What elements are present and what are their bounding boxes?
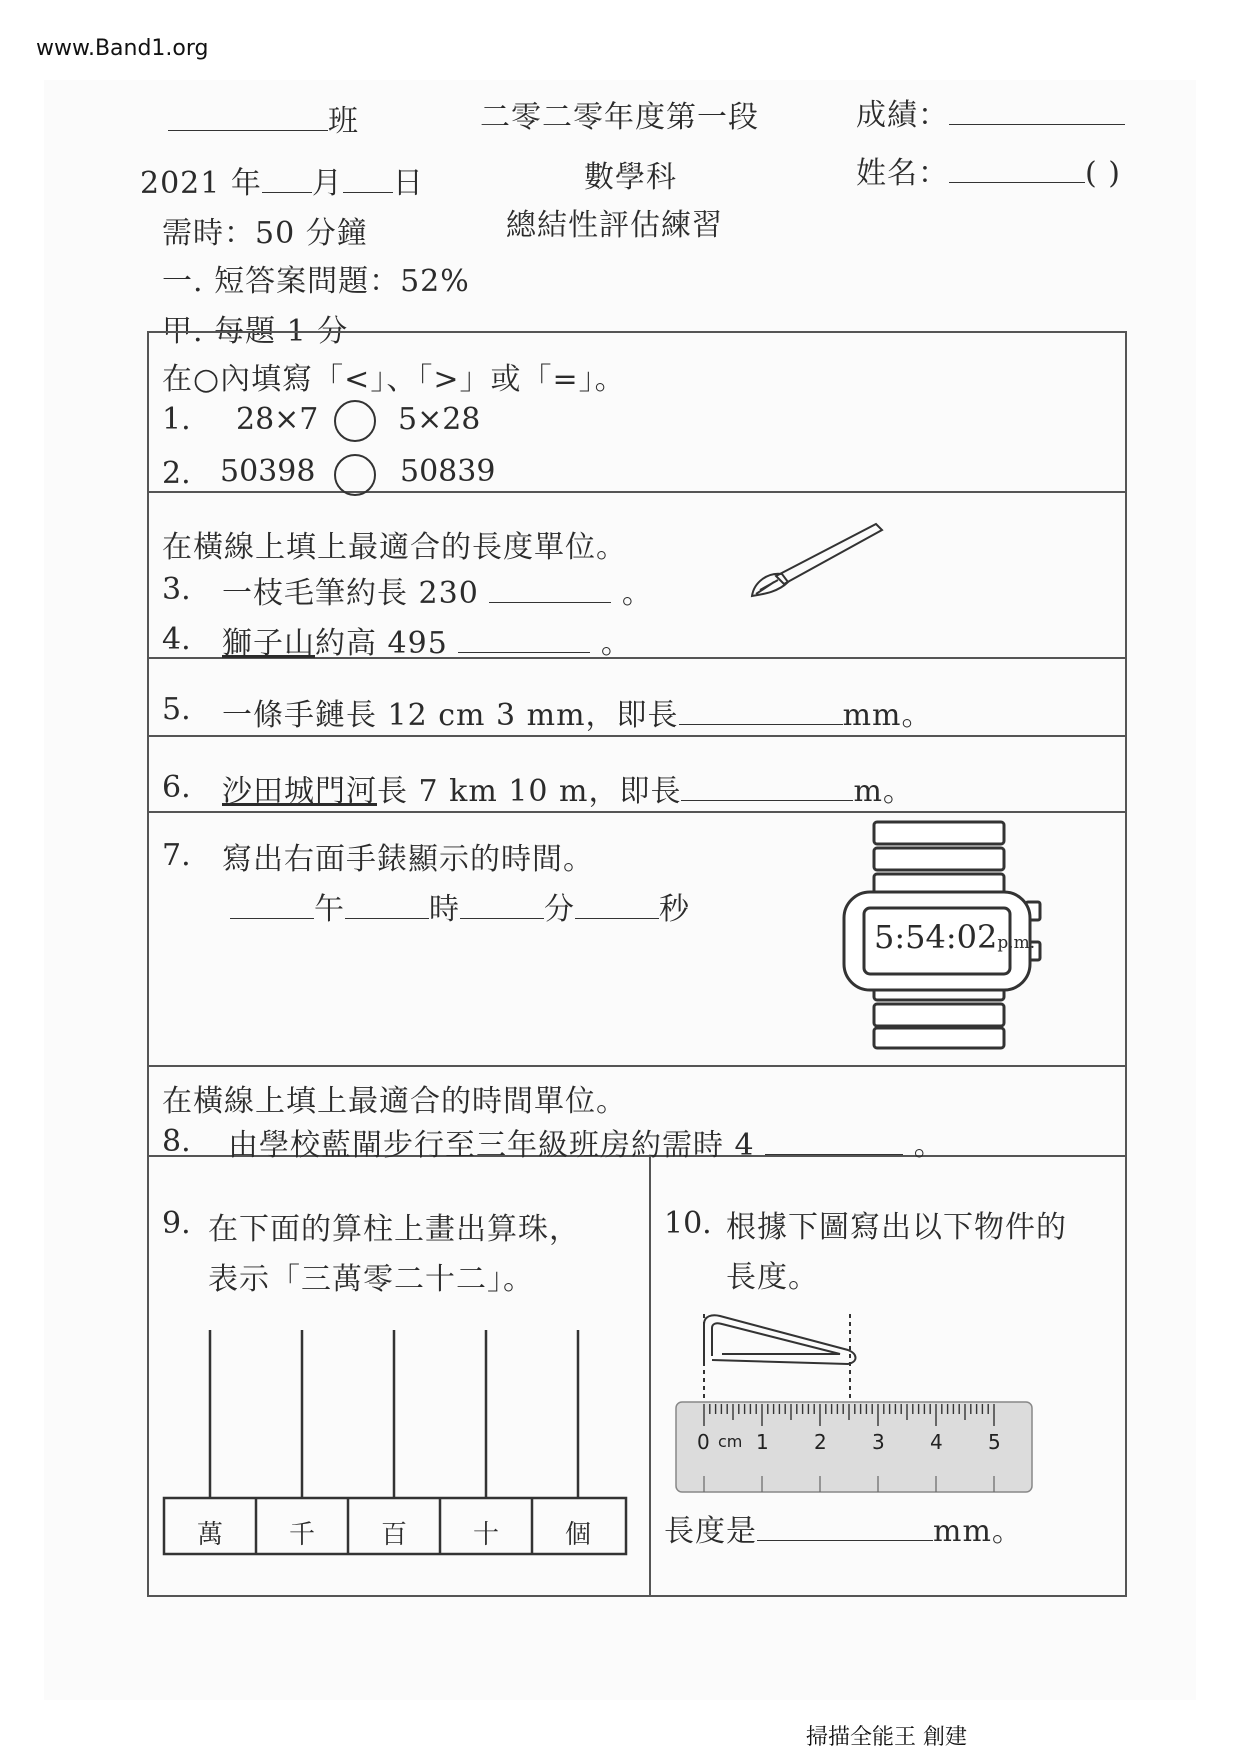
q10-answer-blank[interactable] (757, 1513, 933, 1541)
q6-answer-blank[interactable] (681, 773, 853, 801)
q10-line1: 根據下圖寫出以下物件的 (726, 1210, 1067, 1245)
q9-line1: 在下面的算柱上畫出算珠， (208, 1212, 580, 1247)
q8-answer-blank[interactable] (765, 1127, 903, 1155)
q3-question (222, 568, 653, 612)
q10-answer-row (664, 1506, 1023, 1550)
q7-hour-blank[interactable] (345, 891, 429, 919)
date-month: 月 (311, 166, 343, 201)
score-label: 成績： (856, 98, 949, 133)
class-number-bracket: ( ) (1085, 156, 1121, 191)
ruler-zero: 0 (697, 1430, 710, 1454)
place-label-tens: 十 (472, 1520, 499, 1550)
ruler-number-2: 2 (814, 1430, 827, 1454)
q6-unit: m。 (853, 774, 914, 809)
q7-minute-label: 分 (544, 892, 575, 927)
q6-place: 沙田城門河 (222, 774, 377, 809)
q5-unit: mm。 (842, 698, 933, 733)
watermark: www.Band1.org (36, 36, 209, 61)
q1-number: 1. (162, 402, 191, 437)
q7-second-blank[interactable] (575, 891, 659, 919)
q7-second-label: 秒 (659, 892, 690, 927)
q7-answer-row (230, 884, 690, 928)
place-label-ones: 個 (564, 1520, 591, 1550)
place-label-hundreds: 百 (380, 1520, 407, 1550)
scanner-footer: 掃描全能王 創建 (806, 1725, 967, 1750)
q2-number: 2. (162, 456, 191, 491)
q4-text: 約高 495 (315, 626, 448, 661)
q6-number: 6. (162, 770, 191, 805)
q4-end: 。 (600, 626, 632, 661)
year-term: 二零二零年度第一段 (480, 100, 759, 135)
q6-text: 長 7 km 10 m，即長 (377, 774, 682, 809)
q1-right-expression: 5×28 (398, 402, 481, 437)
q7-noon-label: 午 (314, 892, 345, 927)
q5-answer-blank[interactable] (679, 697, 843, 725)
q7-instruction: 寫出右面手錶顯示的時間。 (222, 842, 594, 877)
q4-answer-blank[interactable] (458, 625, 590, 653)
q2-left-number: 50398 (220, 454, 316, 489)
ruler-number-3: 3 (872, 1430, 885, 1454)
q6-question (222, 766, 914, 810)
q3-number: 3. (162, 572, 191, 607)
ruler-unit: cm (718, 1432, 743, 1451)
subject: 數學科 (584, 160, 677, 195)
q8-text: 由學校藍閘步行至三年級班房約需時 4 (228, 1128, 755, 1163)
watch-display (874, 918, 1035, 956)
q8-number: 8. (162, 1124, 191, 1159)
ruler-number-1: 1 (756, 1430, 769, 1454)
place-label-ten-thousands: 萬 (196, 1520, 223, 1550)
section-part: 甲. 每題 1 分 (162, 314, 349, 349)
class-label: 班 (328, 104, 359, 139)
q2-right-number: 50839 (400, 454, 496, 489)
name-label: 姓名： (856, 156, 949, 191)
q5-text: 一條手鏈長 12 cm 3 mm，即長 (222, 698, 679, 733)
q10-line2: 長度。 (726, 1260, 819, 1295)
q9-number: 9. (162, 1206, 191, 1241)
place-label-thousands: 千 (288, 1520, 315, 1550)
q3-answer-blank[interactable] (489, 575, 611, 603)
q7-hour-label: 時 (429, 892, 460, 927)
q4-question (222, 618, 632, 662)
q1-answer-circle[interactable] (334, 400, 376, 442)
paper-clip-and-ruler (672, 1310, 1038, 1496)
q8-question (228, 1120, 945, 1164)
ruler-number-4: 4 (930, 1430, 943, 1454)
section-title: 一. 短答案問題：52% (162, 264, 470, 299)
watch-ampm: p.m. (997, 933, 1036, 953)
q10-unit: mm。 (933, 1514, 1023, 1549)
q1-2-instruction: 在○內填寫「<」、「>」或「=」。 (162, 362, 626, 397)
q4-place: 獅子山 (222, 626, 315, 661)
date-year: 2021 年 (140, 166, 262, 201)
q10-number: 10. (664, 1206, 712, 1241)
date-day: 日 (392, 166, 424, 201)
q1-left-expression: 28×7 (236, 402, 319, 437)
q4-number: 4. (162, 622, 191, 657)
q3-end: 。 (621, 576, 653, 611)
q10-answer-label: 長度是 (664, 1514, 757, 1549)
q8-instruction: 在橫線上填上最適合的時間單位。 (162, 1084, 627, 1119)
q8-end: 。 (913, 1128, 945, 1163)
q3-4-instruction: 在橫線上填上最適合的長度單位。 (162, 530, 627, 565)
q9-line2: 表示「三萬零二十二」。 (208, 1262, 534, 1297)
q7-number: 7. (162, 838, 191, 873)
q7-noon-blank[interactable] (230, 891, 314, 919)
time-needed: 需時：50 分鐘 (162, 216, 368, 251)
q5-number: 5. (162, 692, 191, 727)
brush-icon (748, 516, 888, 600)
q7-minute-blank[interactable] (460, 891, 544, 919)
ruler-number-5: 5 (988, 1430, 1001, 1454)
q5-question (222, 690, 932, 734)
watch-time: 5:54:02 (874, 918, 998, 956)
assessment-title: 總結性評估練習 (506, 208, 723, 243)
q2-answer-circle[interactable] (334, 454, 376, 496)
q3-text: 一枝毛筆約長 230 (222, 576, 479, 611)
